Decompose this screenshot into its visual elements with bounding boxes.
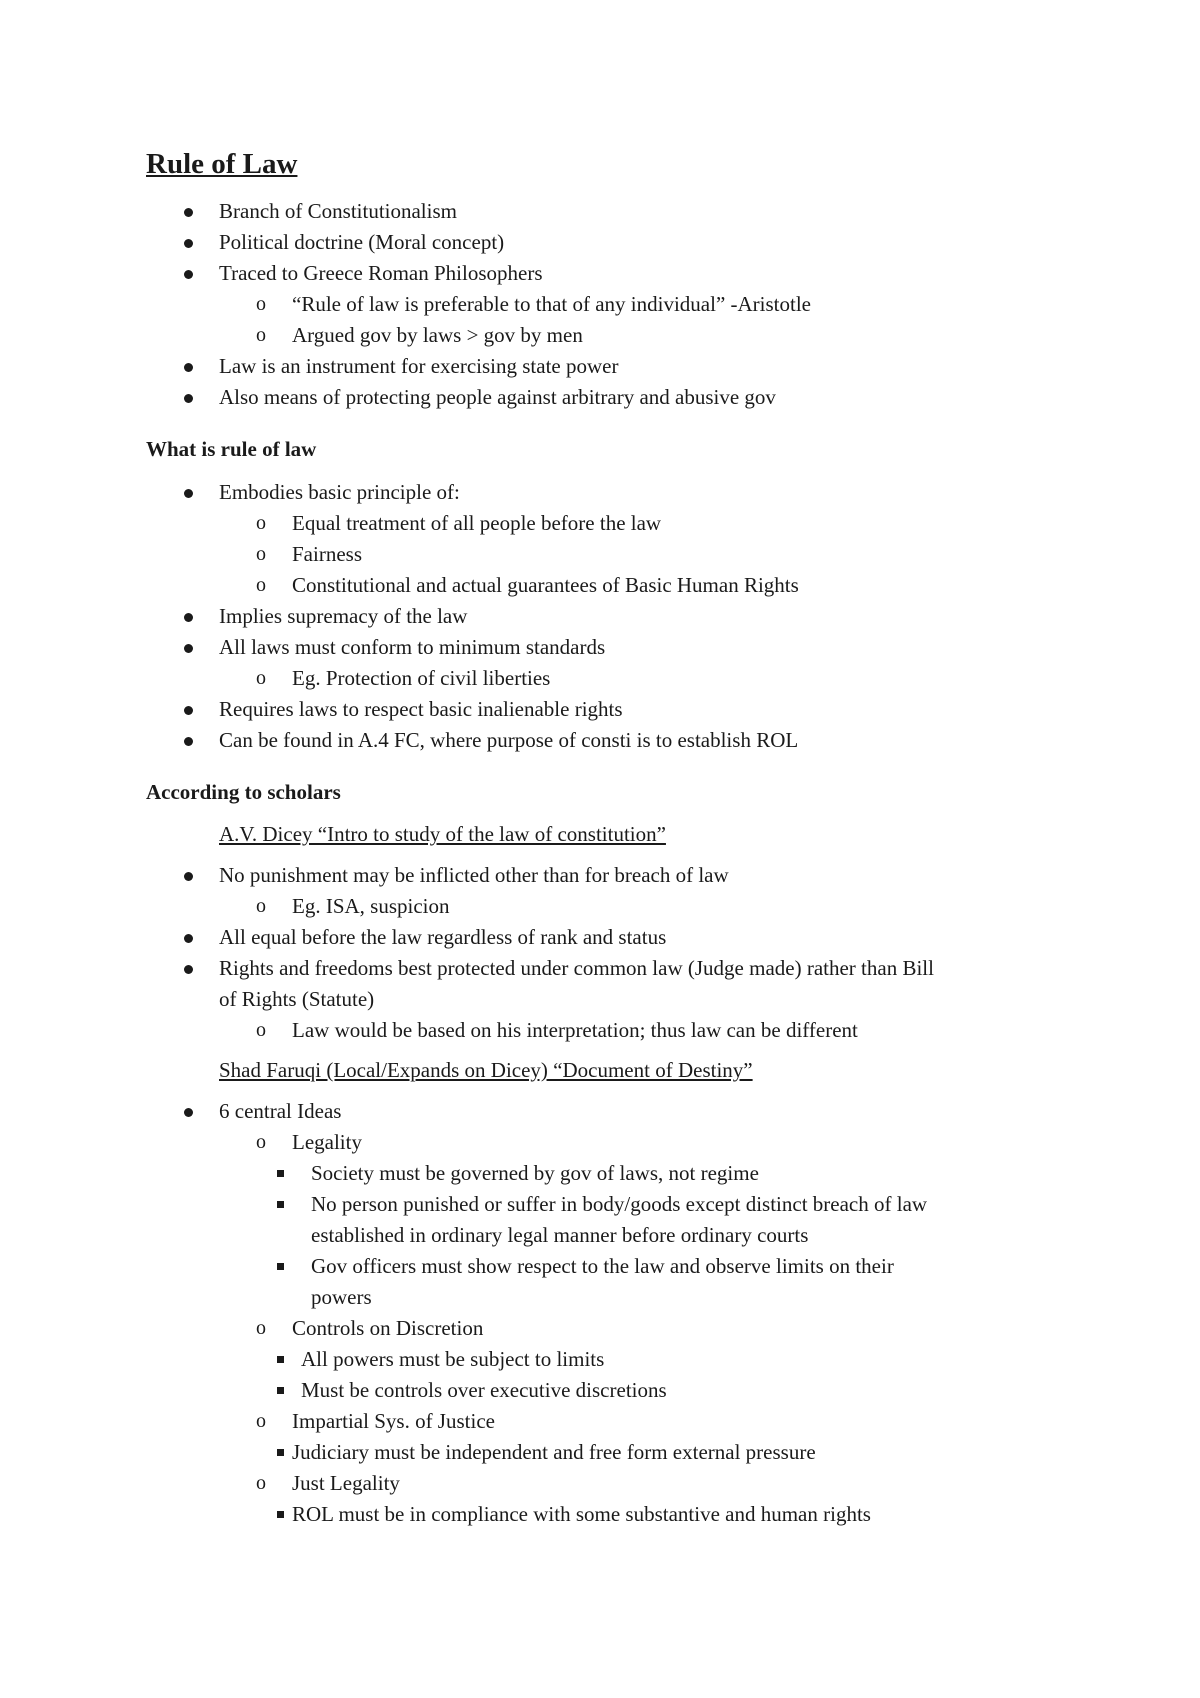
sub-sub-list-item: Society must be governed by gov of laws, not regime [146,1158,1066,1189]
sub-sub-list-item: All powers must be subject to limits [146,1344,1066,1375]
bullet-icon [184,872,193,881]
sub-sub-list-item: No person punished or suffer in body/goods except distinct breach of law [146,1189,1066,1220]
faruqi-title: Shad Faruqi (Local/Expands on Dicey) “Document of Destiny” [219,1058,753,1082]
list-item: Law is an instrument for exercising state power [146,351,1066,382]
sub-sub-list-item: Must be controls over executive discretions [146,1375,1066,1406]
list-item: Branch of Constitutionalism [146,196,1066,227]
sub-list-item: o Constitutional and actual guarantees of Basic Human Rights [146,570,1066,601]
list-item: Traced to Greece Roman Philosophers [146,258,1066,289]
list-item: All laws must conform to minimum standards [146,632,1066,663]
circle-bullet-icon: o [256,293,266,315]
list-item-continuation: of Rights (Statute) [219,987,375,1011]
list-item: No punishment may be inflicted other than for breach of law [146,860,1066,891]
list-item: Rights and freedoms best protected under common law (Judge made) rather than Bill [146,953,1066,984]
bullet-icon [184,613,193,622]
what-list [146,477,1066,756]
sub-list-item: o Legality [146,1127,1066,1158]
list-item: Also means of protecting people against arbitrary and abusive gov [146,382,1066,413]
sub-list-item: o Eg. Protection of civil liberties [146,663,1066,694]
sub-list-item: o “Rule of law is preferable to that of any individual” -Aristotle [146,289,1066,320]
faruqi-list [146,1096,1066,1530]
bullet-icon [184,737,193,746]
bullet-icon [184,706,193,715]
square-bullet-icon [277,1356,284,1363]
circle-bullet-icon: o [256,895,266,917]
sub-list-item: o Equal treatment of all people before the law [146,508,1066,539]
sub-list-item: o Argued gov by laws > gov by men [146,320,1066,351]
dicey-title: A.V. Dicey “Intro to study of the law of constitution” [219,822,666,846]
list-item: Political doctrine (Moral concept) [146,227,1066,258]
circle-bullet-icon: o [256,1019,266,1041]
circle-bullet-icon: o [256,1472,266,1494]
circle-bullet-icon: o [256,1131,266,1153]
sub-list-item: o Eg. ISA, suspicion [146,891,1066,922]
intro-list [146,196,1066,413]
circle-bullet-icon: o [256,574,266,596]
list-item: 6 central Ideas [146,1096,1066,1127]
list-item: Implies supremacy of the law [146,601,1066,632]
list-item: All equal before the law regardless of rank and status [146,922,1066,953]
list-item: Can be found in A.4 FC, where purpose of consti is to establish ROL [146,725,1066,756]
circle-bullet-icon: o [256,324,266,346]
document-page [146,146,1066,1530]
sub-sub-list-item: Judiciary must be independent and free form external pressure [146,1437,1066,1468]
square-bullet-icon [277,1201,284,1208]
sub-sub-list-item-continuation: powers [311,1285,372,1309]
bullet-icon [184,363,193,372]
square-bullet-icon [277,1449,284,1456]
square-bullet-icon [277,1170,284,1177]
bullet-icon [184,239,193,248]
sub-list-item: o Controls on Discretion [146,1313,1066,1344]
circle-bullet-icon: o [256,1317,266,1339]
bullet-icon [184,1108,193,1117]
bullet-icon [184,270,193,279]
bullet-icon [184,394,193,403]
list-item: Requires laws to respect basic inalienable rights [146,694,1066,725]
section-heading-scholars: According to scholars [146,780,341,804]
sub-sub-list-item-continuation: established in ordinary legal manner before ordinary courts [311,1223,809,1247]
circle-bullet-icon: o [256,667,266,689]
dicey-list [146,860,1066,1046]
bullet-icon [184,934,193,943]
bullet-icon [184,644,193,653]
square-bullet-icon [277,1263,284,1270]
square-bullet-icon [277,1387,284,1394]
square-bullet-icon [277,1511,284,1518]
sub-sub-list-item: ROL must be in compliance with some substantive and human rights [146,1499,1066,1530]
sub-list-item: o Fairness [146,539,1066,570]
section-heading-what: What is rule of law [146,437,317,461]
sub-list-item: o Impartial Sys. of Justice [146,1406,1066,1437]
bullet-icon [184,489,193,498]
circle-bullet-icon: o [256,543,266,565]
circle-bullet-icon: o [256,1410,266,1432]
bullet-icon [184,208,193,217]
sub-list-item: o Just Legality [146,1468,1066,1499]
sub-sub-list-item: Gov officers must show respect to the law and observe limits on their [146,1251,1066,1282]
sub-list-item: o Law would be based on his interpretation; thus law can be different [146,1015,1066,1046]
page-title: Rule of Law [146,148,298,180]
bullet-icon [184,965,193,974]
list-item: Embodies basic principle of: [146,477,1066,508]
circle-bullet-icon: o [256,512,266,534]
